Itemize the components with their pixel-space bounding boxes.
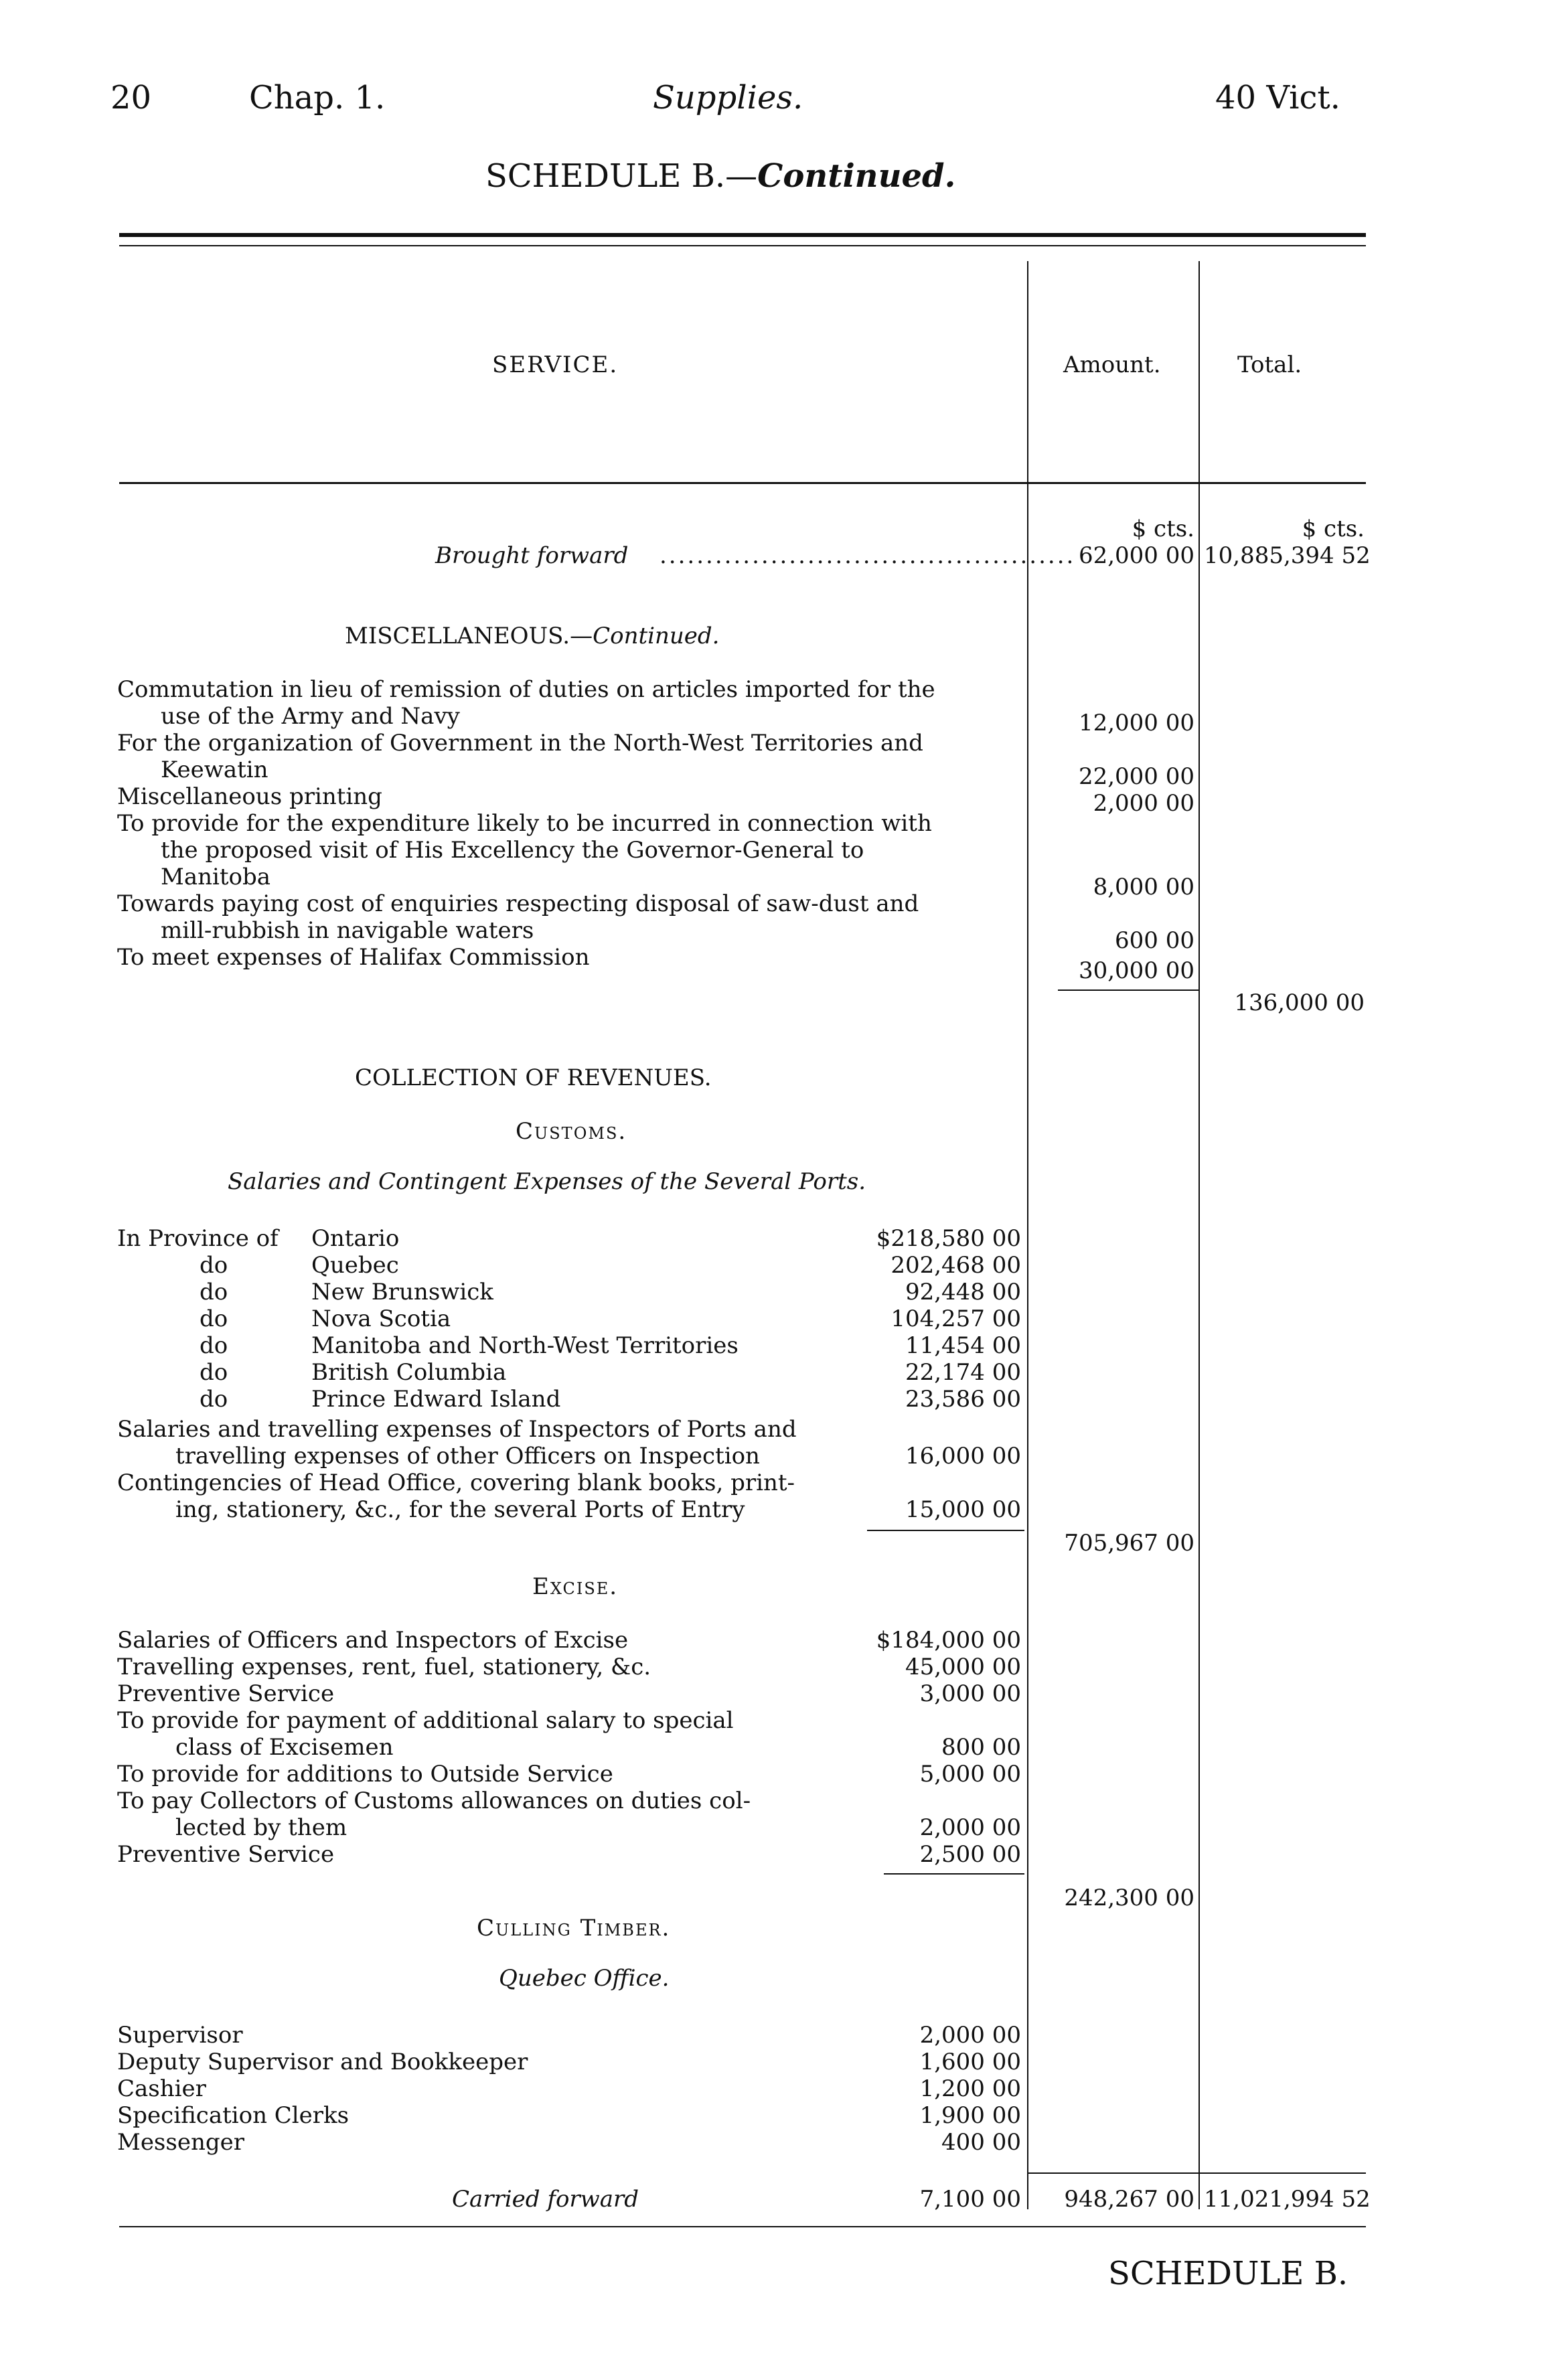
culling-item-1-value: 2,000 00 (919, 2022, 1021, 2049)
carried-forward-rule (1028, 2172, 1366, 2174)
port-row-5-name: Manitoba and North-West Territories (311, 1332, 739, 1359)
port-row-7-prefix: do (200, 1386, 228, 1413)
excise-item-4-value: 800 00 (941, 1734, 1021, 1761)
misc-item-1-amount: 12,000 00 (1078, 710, 1194, 736)
port-row-5-value: 11,454 00 (905, 1332, 1021, 1359)
culling-item-5-value: 400 00 (941, 2129, 1021, 2156)
culling-item-1: Supervisor (117, 2022, 243, 2049)
excise-item-7-line1: Preventive Service (117, 1841, 335, 1868)
excise-heading: Excise. (532, 1573, 619, 1600)
port-row-1-name: Ontario (311, 1225, 400, 1252)
misc-item-2-amount: 22,000 00 (1078, 763, 1194, 790)
excise-item-6-line2: lected by them (175, 1814, 347, 1841)
misc-item-4-line1: To provide for the expenditure likely to be incurred in connection with (117, 810, 932, 837)
running-title: Supplies. (653, 79, 803, 116)
customs-subheading: Salaries and Contingent Expenses of the Several Ports. (228, 1168, 866, 1195)
culling-item-4: Specification Clerks (117, 2102, 350, 2129)
amount-column-header: Amount. (1063, 351, 1161, 378)
culling-item-5: Messenger (117, 2129, 244, 2156)
port-row-2-prefix: do (200, 1252, 228, 1279)
misc-item-3-line1: Miscellaneous printing (117, 783, 382, 810)
port-row-6-value: 22,174 00 (905, 1359, 1021, 1386)
port-row-1-prefix: In Province of (117, 1225, 279, 1252)
port-row-4-prefix: do (200, 1305, 228, 1332)
customs-other-2-line2: ing, stationery, &c., for the several Ports of Entry (175, 1496, 745, 1523)
excise-item-1-value: $184,000 00 (876, 1627, 1021, 1654)
culling-item-2-value: 1,600 00 (919, 2049, 1021, 2075)
misc-item-5-line1: Towards paying cost of enquiries respecting disposal of saw-dust and (117, 890, 919, 917)
excise-item-6-value: 2,000 00 (919, 1814, 1021, 1841)
misc-item-6-amount: 30,000 00 (1078, 957, 1194, 984)
carried-forward-amount: 948,267 00 (1064, 2186, 1194, 2213)
excise-item-4-line1: To provide for payment of additional salary to special (117, 1707, 734, 1734)
culling-item-3-value: 1,200 00 (919, 2075, 1021, 2102)
misc-item-1-line2: use of the Army and Navy (161, 703, 460, 730)
schedule-title: SCHEDULE B.—Continued. (485, 157, 956, 195)
port-row-6-prefix: do (200, 1359, 228, 1386)
misc-item-6-line1: To meet expenses of Halifax Commission (117, 944, 590, 971)
total-units: $ cts. (1302, 515, 1365, 542)
excise-item-3-value: 3,000 00 (919, 1680, 1021, 1707)
port-row-4-value: 104,257 00 (891, 1305, 1021, 1332)
excise-item-6-line1: To pay Collectors of Customs allowances on duties col- (117, 1788, 751, 1814)
port-row-1-value: $218,580 00 (876, 1225, 1021, 1252)
collection-heading: COLLECTION OF REVENUES. (355, 1064, 712, 1091)
header-rule-thin (119, 245, 1366, 246)
misc-item-5-amount: 600 00 (1115, 927, 1194, 954)
culling-heading: Culling Timber. (477, 1915, 671, 1941)
excise-item-5-value: 5,000 00 (919, 1761, 1021, 1788)
port-row-7-name: Prince Edward Island (311, 1386, 561, 1413)
port-row-3-prefix: do (200, 1279, 228, 1305)
customs-other-2-line1: Contingencies of Head Office, covering blank books, print- (117, 1470, 795, 1496)
port-row-3-value: 92,448 00 (905, 1279, 1021, 1305)
misc-item-3-amount: 2,000 00 (1093, 790, 1194, 817)
page-number: 20 (110, 79, 152, 116)
misc-subtotal-rule (1058, 989, 1199, 991)
excise-sum-rule (884, 1873, 1024, 1875)
service-column-header: SERVICE. (492, 351, 619, 378)
culling-subheading: Quebec Office. (499, 1965, 670, 1992)
misc-item-4-amount: 8,000 00 (1093, 874, 1194, 900)
excise-item-3-line1: Preventive Service (117, 1680, 335, 1707)
brought-forward-label: Brought forward (435, 542, 629, 569)
port-row-3-name: New Brunswick (311, 1279, 493, 1305)
port-row-7-value: 23,586 00 (905, 1386, 1021, 1413)
port-row-4-name: Nova Scotia (311, 1305, 451, 1332)
misc-item-2-line1: For the organization of Government in the North-West Territories and (117, 730, 923, 757)
excise-item-7-value: 2,500 00 (919, 1841, 1021, 1868)
amount-units: $ cts. (1132, 515, 1194, 542)
header-rule-thick (119, 233, 1366, 237)
footer-rule (119, 2226, 1366, 2227)
brought-forward-total: 10,885,394 52 (1204, 542, 1371, 569)
catchword: SCHEDULE B. (1108, 2255, 1348, 2292)
misc-item-5-line2: mill-rubbish in navigable waters (161, 917, 534, 944)
excise-item-1-line1: Salaries of Officers and Inspectors of Excise (117, 1627, 629, 1654)
miscellaneous-total: 136,000 00 (1234, 989, 1365, 1016)
brought-forward-amount: 62,000 00 (1078, 542, 1194, 569)
total-column-header: Total. (1237, 351, 1302, 378)
carried-forward-total: 11,021,994 52 (1204, 2186, 1371, 2213)
customs-other-2-value: 15,000 00 (905, 1496, 1021, 1523)
culling-item-3: Cashier (117, 2075, 206, 2102)
port-row-5-prefix: do (200, 1332, 228, 1359)
column-header-rule (119, 482, 1366, 484)
carried-forward-inner: 7,100 00 (919, 2186, 1021, 2213)
excise-item-2-line1: Travelling expenses, rent, fuel, stationery, &c. (117, 1654, 651, 1680)
customs-other-1-value: 16,000 00 (905, 1443, 1021, 1470)
total-column-divider (1199, 261, 1200, 2209)
misc-item-2-line2: Keewatin (161, 757, 268, 783)
miscellaneous-heading: MISCELLANEOUS.—Continued. (345, 623, 720, 649)
misc-item-4-line3: Manitoba (161, 864, 271, 890)
regnal-year: 40 Vict. (1215, 79, 1340, 116)
misc-item-4-line2: the proposed visit of His Excellency the Governor-General to (161, 837, 864, 864)
port-row-6-name: British Columbia (311, 1359, 507, 1386)
port-row-2-name: Quebec (311, 1252, 399, 1279)
port-row-2-value: 202,468 00 (891, 1252, 1021, 1279)
customs-amount: 705,967 00 (1064, 1530, 1194, 1557)
culling-item-4-value: 1,900 00 (919, 2102, 1021, 2129)
culling-item-2: Deputy Supervisor and Bookkeeper (117, 2049, 528, 2075)
excise-item-4-line2: class of Excisemen (175, 1734, 394, 1761)
carried-forward-label: Carried forward (452, 2186, 639, 2213)
excise-item-5-line1: To provide for additions to Outside Service (117, 1761, 613, 1788)
customs-other-1-line1: Salaries and travelling expenses of Inspectors of Ports and (117, 1416, 797, 1443)
excise-amount: 242,300 00 (1064, 1885, 1194, 1911)
customs-heading: Customs. (516, 1118, 627, 1145)
excise-item-2-value: 45,000 00 (905, 1654, 1021, 1680)
customs-other-1-line2: travelling expenses of other Officers on Inspection (175, 1443, 760, 1470)
customs-sum-rule (867, 1530, 1024, 1531)
chapter-label: Chap. 1. (249, 79, 386, 116)
misc-item-1-line1: Commutation in lieu of remission of duties on articles imported for the (117, 676, 935, 703)
